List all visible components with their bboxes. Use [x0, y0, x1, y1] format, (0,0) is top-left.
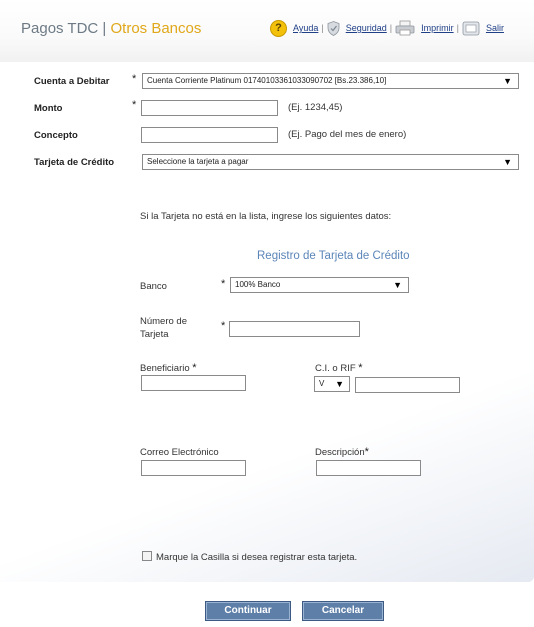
- card-select[interactable]: [142, 154, 519, 170]
- card-label: Tarjeta de Crédito: [34, 157, 115, 168]
- register-card-checkbox-label: Marque la Casilla si desea registrar esta tarjeta.: [156, 552, 358, 563]
- beneficiary-label: Beneficiario *: [140, 362, 197, 374]
- cancel-button[interactable]: Cancelar: [302, 601, 384, 621]
- bank-select[interactable]: [230, 277, 409, 293]
- required-mark: *: [132, 99, 137, 111]
- help-link[interactable]: Ayuda: [293, 23, 319, 33]
- description-input[interactable]: [316, 460, 421, 476]
- card-number-input[interactable]: [229, 321, 360, 337]
- id-label: C.I. o RIF *: [315, 362, 363, 374]
- chevron-down-icon: ▼: [393, 280, 402, 290]
- account-select[interactable]: [142, 73, 519, 89]
- divider: |: [321, 23, 324, 33]
- description-label: Descripción*: [315, 446, 369, 458]
- top-links: [270, 19, 504, 37]
- email-input[interactable]: [141, 460, 246, 476]
- account-select-value: Cuenta Corriente Platinum 01740103361033090702 [Bs.23.386,10]: [147, 76, 387, 85]
- divider: |: [456, 23, 459, 33]
- email-label: Correo Electrónico: [140, 447, 219, 458]
- required-mark: *: [132, 73, 137, 85]
- chevron-down-icon: ▼: [503, 157, 512, 167]
- card-number-label-line1: Número de: [140, 316, 187, 327]
- id-type-select[interactable]: [314, 376, 350, 392]
- printer-icon[interactable]: [395, 20, 415, 36]
- exit-link[interactable]: Salir: [485, 23, 504, 33]
- registration-intro: Si la Tarjeta no está en la lista, ingrese los siguientes datos:: [140, 211, 392, 222]
- required-mark: *: [221, 320, 226, 332]
- page-title: [21, 20, 201, 37]
- security-link[interactable]: Seguridad: [345, 23, 387, 33]
- page-title-subsection: Otros Bancos: [110, 20, 202, 37]
- concept-label: Concepto: [34, 130, 78, 141]
- card-number-label-line2: Tarjeta: [140, 329, 169, 340]
- chevron-down-icon: ▼: [503, 76, 512, 86]
- amount-input[interactable]: [141, 100, 278, 116]
- print-link[interactable]: Imprimir: [421, 23, 454, 33]
- shield-icon[interactable]: [327, 21, 340, 36]
- exit-icon[interactable]: [462, 21, 480, 36]
- amount-label: Monto: [34, 103, 63, 114]
- concept-hint: (Ej. Pago del mes de enero): [288, 129, 407, 140]
- divider: |: [389, 23, 393, 33]
- bank-select-value: 100% Banco: [235, 280, 281, 289]
- page-title-section: Pagos TDC |: [21, 20, 111, 37]
- registration-title: Registro de Tarjeta de Crédito: [257, 250, 410, 262]
- id-number-input[interactable]: [355, 377, 460, 393]
- account-label: Cuenta a Debitar: [34, 76, 110, 87]
- bank-label: Banco: [140, 281, 167, 292]
- help-icon[interactable]: ?: [270, 20, 287, 37]
- amount-hint: (Ej. 1234,45): [288, 102, 343, 113]
- card-select-value: Seleccione la tarjeta a pagar: [147, 157, 249, 166]
- beneficiary-input[interactable]: [141, 375, 246, 391]
- continue-button[interactable]: Continuar: [205, 601, 291, 621]
- required-mark: *: [221, 278, 226, 290]
- register-card-checkbox[interactable]: [142, 551, 152, 561]
- concept-input[interactable]: [141, 127, 278, 143]
- chevron-down-icon: ▼: [335, 379, 344, 389]
- id-type-value: V: [319, 379, 325, 388]
